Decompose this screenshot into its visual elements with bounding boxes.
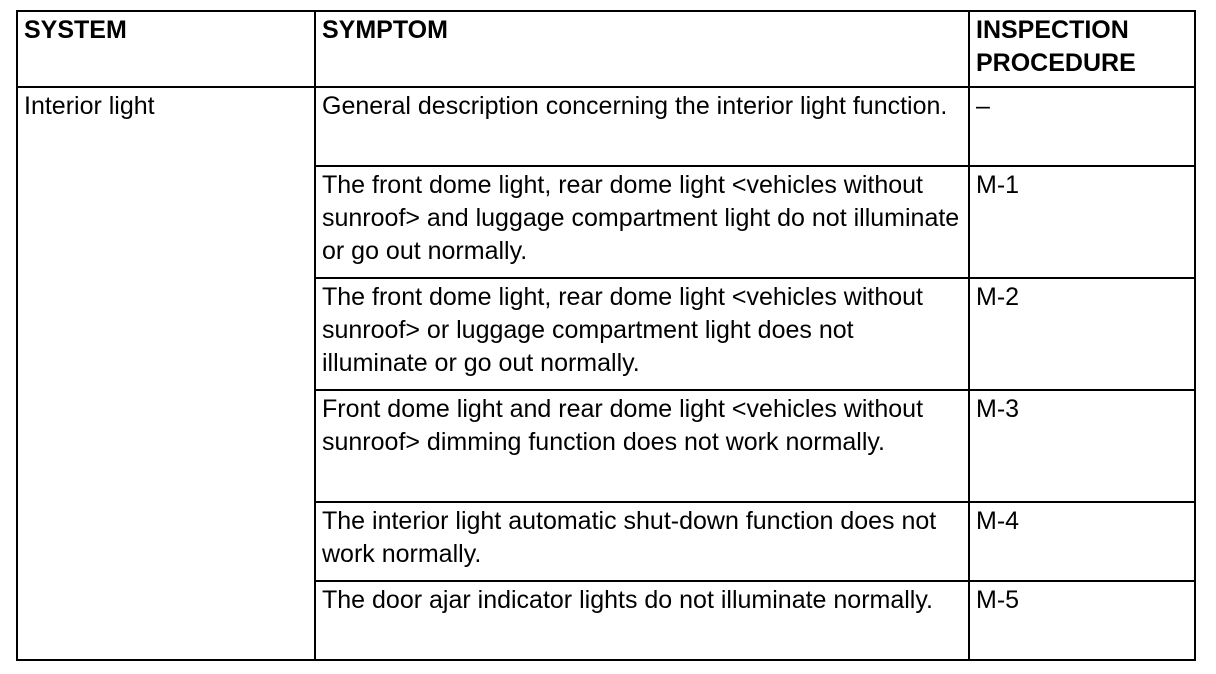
symptom-cell: Front dome light and rear dome light <vehicles without sunroof> dimming function does not work normally. — [315, 390, 969, 502]
symptom-cell: The interior light automatic shut-down function does not work normally. — [315, 502, 969, 581]
procedure-header-line2: PROCEDURE — [976, 49, 1136, 77]
procedure-cell: M-1 — [969, 166, 1195, 278]
system-header: SYSTEM — [17, 11, 315, 87]
header-row — [17, 11, 1195, 87]
procedure-header — [969, 11, 1195, 87]
system-cell: Interior light — [17, 87, 315, 660]
symptom-cell: The front dome light, rear dome light <vehicles without sunroof> or luggage compartment light does not illuminate or go out normally. — [315, 278, 969, 390]
table-row — [17, 87, 1195, 166]
procedure-header-line1: INSPECTION — [976, 16, 1129, 44]
procedure-cell: – — [969, 87, 1195, 166]
symptom-cell: The front dome light, rear dome light <vehicles without sunroof> and luggage compartment light do not illuminate or go out normally. — [315, 166, 969, 278]
symptom-cell: The door ajar indicator lights do not illuminate normally. — [315, 581, 969, 660]
symptom-header: SYMPTOM — [315, 11, 969, 87]
procedure-cell: M-3 — [969, 390, 1195, 502]
symptom-cell: General description concerning the interior light function. — [315, 87, 969, 166]
procedure-cell: M-4 — [969, 502, 1195, 581]
procedure-cell: M-5 — [969, 581, 1195, 660]
symptom-chart-table — [16, 10, 1196, 661]
procedure-cell: M-2 — [969, 278, 1195, 390]
